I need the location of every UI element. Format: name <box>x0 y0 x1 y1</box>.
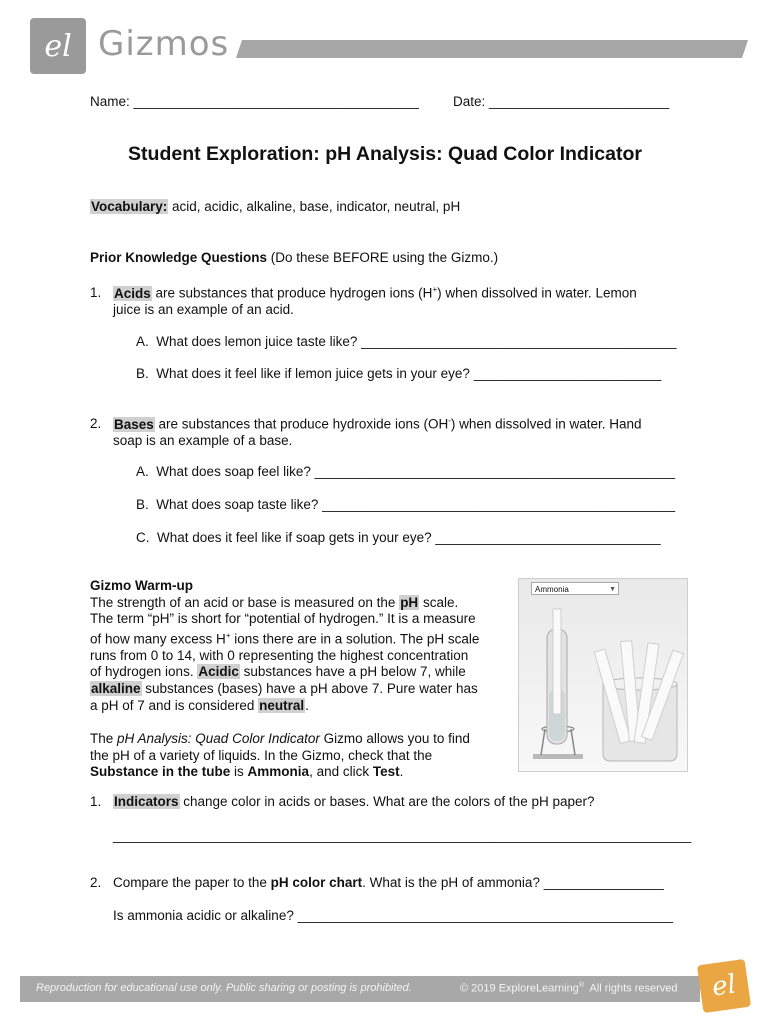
q2c-letter: C. <box>136 530 150 545</box>
q1-text-b: ) when dissolved in water. Lemon <box>437 285 637 301</box>
substance-select-value: Ammonia <box>535 585 569 594</box>
warmup-question-1-number: 1. <box>90 794 102 809</box>
substance-label: Substance in the tube <box>90 764 231 780</box>
warmup-text: . <box>399 764 404 780</box>
chevron-down-icon: ▼ <box>609 586 616 593</box>
warmup-text: . <box>305 697 309 713</box>
q1a-text: What does lemon juice taste like? <box>156 334 358 349</box>
vocabulary-label: Vocabulary: <box>91 199 168 214</box>
warmup-question-2-followup <box>113 908 673 923</box>
test-label: Test <box>372 764 400 780</box>
explorelearning-logo-icon <box>697 959 751 1013</box>
term-bases: Bases <box>114 416 154 432</box>
warmup-text: The <box>90 731 118 747</box>
header-bar <box>236 40 748 58</box>
page-title: Student Exploration: pH Analysis: Quad Color Indicator <box>128 143 642 165</box>
brand-name: Gizmos <box>98 24 230 64</box>
question-2-number: 2. <box>90 416 102 431</box>
q1-superscript: + <box>432 285 438 294</box>
warmup-heading: Gizmo Warm-up <box>90 578 193 593</box>
warmup-question-2-number: 2. <box>90 875 102 890</box>
q2a-blank: ________________________________________________ <box>310 464 676 479</box>
footer-logo-mark: el <box>710 969 738 1003</box>
lab-illustration <box>519 579 687 771</box>
warmup-question-2-text <box>113 875 664 890</box>
term-ph: pH <box>400 594 419 610</box>
q2-text-a: are substances that produce hydroxide ions (OH <box>154 416 449 432</box>
q1b-letter: B. <box>136 366 149 381</box>
term-neutral: neutral <box>259 697 305 713</box>
warmup-q2-blank: ________________ <box>539 875 664 890</box>
warmup-text: of how many excess H <box>90 631 226 647</box>
warmup-q1-text: change color in acids or bases. What are the colors of the pH paper? <box>179 794 595 809</box>
q1-text-a: are substances that produce hydrogen ions (H <box>151 285 433 301</box>
warmup-superscript: + <box>225 630 231 640</box>
registered-mark: ® <box>578 982 584 989</box>
name-field <box>90 94 419 109</box>
q2c-text: What does it feel like if soap gets in your eye? <box>157 530 432 545</box>
name-label: Name: <box>90 94 130 109</box>
q1b-text: What does it feel like if lemon juice gets in your eye? <box>156 366 470 381</box>
q2a-letter: A. <box>136 464 149 479</box>
term-acidic: Acidic <box>198 664 239 680</box>
warmup-q2-blank2: __________________________________________________ <box>293 908 673 923</box>
warmup-text: a pH of 7 and is considered <box>90 697 259 713</box>
question-1b <box>136 366 661 381</box>
footer-notice: Reproduction for educational use only. Public sharing or posting is prohibited. <box>36 982 412 994</box>
warmup-text: of hydrogen ions. <box>90 664 198 680</box>
question-1-number: 1. <box>90 285 102 300</box>
q2c-blank: ______________________________ <box>431 530 661 545</box>
question-1-text <box>113 285 637 301</box>
q2a-text: What does soap feel like? <box>156 464 311 479</box>
q2-superscript: - <box>448 416 451 425</box>
question-1a <box>136 334 676 349</box>
warmup-q2-line2: Is ammonia acidic or alkaline? <box>113 908 294 923</box>
warmup-text: The term “pH” is short for “potential of hydrogen.” It is a measure <box>90 611 476 627</box>
question-2a <box>136 464 675 479</box>
question-1-line2: juice is an example of an acid. <box>113 302 294 317</box>
warmup-text: is <box>230 764 248 780</box>
warmup-text: , and click <box>309 764 373 780</box>
question-2-text <box>113 416 642 432</box>
q1a-letter: A. <box>136 334 149 349</box>
substance-value: Ammonia <box>247 764 310 780</box>
date-label: Date: <box>453 94 486 109</box>
logo-mark: el <box>44 28 72 64</box>
question-2-line2: soap is an example of a base. <box>113 433 293 448</box>
warmup-text: substances (bases) have a pH above 7. Pure water has <box>141 681 478 697</box>
copyright-text: © 2019 ExploreLearning <box>460 982 579 995</box>
q1b-blank: _________________________ <box>469 366 662 381</box>
warmup-text: substances have a pH below 7, while <box>239 664 466 680</box>
term-acids: Acids <box>114 285 151 301</box>
vocabulary-line <box>90 199 460 214</box>
ph-paper-strip <box>553 609 561 714</box>
date-blank: ________________________ <box>489 94 670 109</box>
term-alkaline: alkaline <box>91 681 141 697</box>
warmup-text: Gizmo allows you to find <box>319 731 470 747</box>
gizmos-logo-icon <box>30 18 86 74</box>
term-indicators: Indicators <box>114 794 179 809</box>
name-blank: ______________________________________ <box>133 94 419 109</box>
warmup-text: runs from 0 to 14, with 0 representing the highest concentration <box>90 647 469 663</box>
prior-knowledge-note: (Do these BEFORE using the Gizmo.) <box>267 250 499 265</box>
q1a-blank: __________________________________________ <box>357 334 677 349</box>
date-field <box>453 94 669 109</box>
warmup-text: ions there are in a solution. The pH scale <box>230 631 480 647</box>
warmup-section <box>90 578 510 781</box>
warmup-text: The strength of an acid or base is measured on the <box>90 594 400 610</box>
question-2b <box>136 497 675 512</box>
warmup-text: scale. <box>419 594 459 610</box>
footer-copyright <box>460 982 678 995</box>
q2b-text: What does soap taste like? <box>156 497 319 512</box>
warmup-question-1-text <box>113 794 595 809</box>
vocabulary-terms: acid, acidic, alkaline, base, indicator, neutral, pH <box>168 199 461 214</box>
prior-knowledge-heading <box>90 250 498 265</box>
warmup-q2-text-a: Compare the paper to the <box>113 875 271 890</box>
ph-color-chart-label: pH color chart <box>270 875 363 890</box>
gizmo-name: pH Analysis: Quad Color Indicator <box>117 731 320 747</box>
rights-text: All rights reserved <box>583 982 678 995</box>
warmup-q2-text-b: . What is the pH of ammonia? <box>362 875 540 890</box>
q2b-blank: _______________________________________________ <box>318 497 676 512</box>
gizmo-screenshot <box>518 578 688 772</box>
question-2c <box>136 530 661 545</box>
prior-knowledge-title: Prior Knowledge Questions <box>90 250 268 265</box>
warmup-question-1-blank: _____________________________________________________________________________ <box>113 828 692 843</box>
q2-text-b: ) when dissolved in water. Hand <box>450 416 642 432</box>
q2b-letter: B. <box>136 497 149 512</box>
warmup-text: the pH of a variety of liquids. In the Gizmo, check that the <box>90 747 433 763</box>
